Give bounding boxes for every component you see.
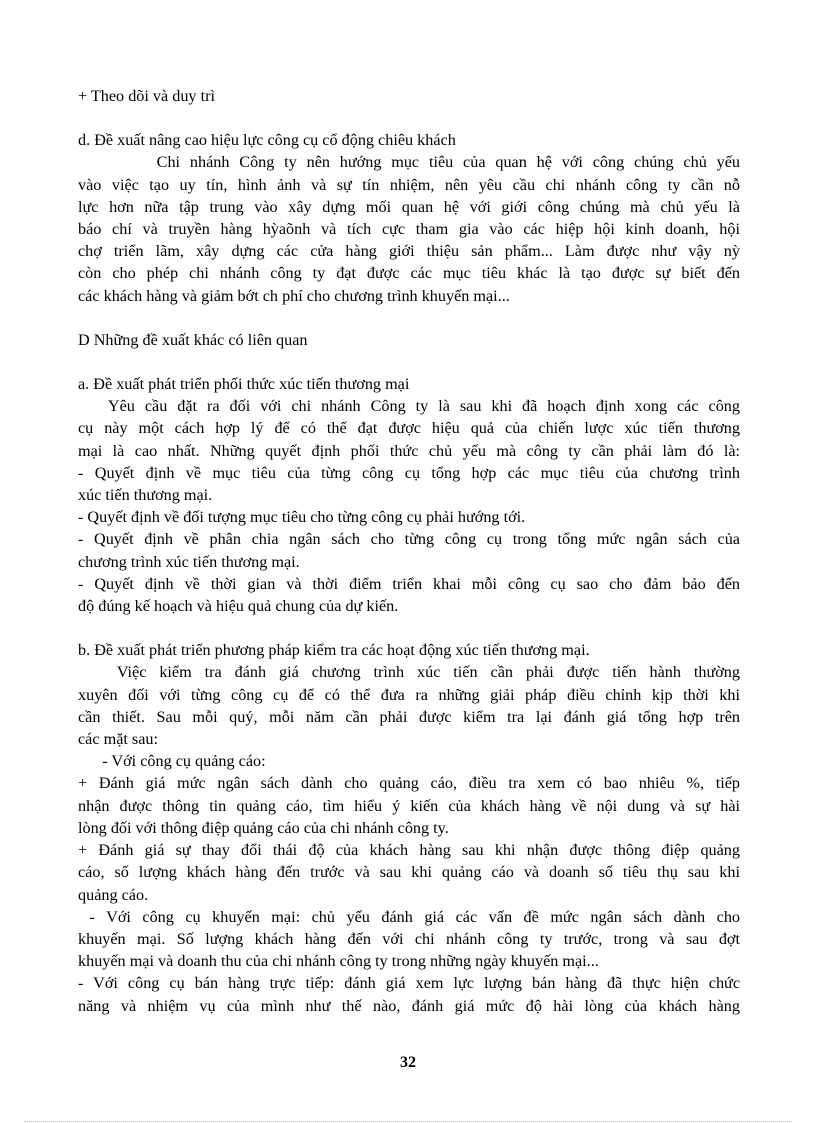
text-line: mại là cao nhất. Những quyết định phối thức chủ yếu mà công ty cần phải làm đó là: (78, 441, 740, 460)
text-line: - Với công cụ bán hàng trực tiếp: đánh giá xem lực lượng bán hàng đã thực hiện chức (78, 974, 740, 993)
text-line: - Với công cụ quảng cáo: (78, 752, 266, 771)
footer-divider (24, 1121, 792, 1122)
paragraph-gap (78, 107, 740, 129)
text-line: D Những đề xuất khác có liên quan (78, 330, 308, 349)
text-line: độ đúng kế hoạch và hiệu quả chung của dự kiến. (78, 597, 399, 616)
paragraph-gap (78, 617, 740, 639)
text-line: lòng đối với thông điệp quảng cáo của chi nhánh công ty. (78, 818, 449, 837)
paragraph-gap (78, 307, 740, 329)
paragraph-gap (78, 351, 740, 373)
text-line: - Quyết định về phân chia ngân sách cho từng công cụ trong tổng mức ngân sách của (78, 530, 740, 549)
text-line: nhận được thông tin quảng cáo, tìm hiểu ý kiến của khách hàng về nội dung và sự hài (78, 796, 740, 815)
document-body (78, 85, 740, 1017)
text-line: khuyến mại. Số lượng khách hàng đến với chi nhánh công ty trước, trong và sau đợt (78, 929, 740, 948)
text-line: còn cho phép chi nhánh công ty đạt được các mục tiêu khác là tạo được sự biết đến (78, 264, 740, 283)
text-line: các khách hàng và giảm bớt ch phí cho chương trình khuyến mại... (78, 286, 510, 305)
page-number: 32 (400, 1054, 416, 1071)
text-line: d. Đề xuất nâng cao hiệu lực công cụ cổ động chiêu khách (78, 131, 456, 150)
text-line: quảng cáo. (78, 885, 149, 904)
text-line: + Đánh giá mức ngân sách dành cho quảng cáo, điều tra xem có bao nhiêu %, tiếp (78, 774, 740, 793)
text-line: cáo, số lượng khách hàng đến trước và sau khi quảng cáo và doanh số tiêu thụ sau khi (78, 863, 740, 882)
text-line: khuyến mại và doanh thu của chi nhánh công ty trong những ngày khuyến mại... (78, 952, 599, 971)
text-line: Yêu cầu đặt ra đối với chi nhánh Công ty là sau khi đã hoạch định xong các công (78, 397, 740, 416)
text-line: báo chí và truyền hàng hỳaõnh và tích cực tham gia vào các hiệp hội kinh doanh, hội (78, 220, 740, 239)
text-line: a. Đề xuất phát triển phối thức xúc tiến thương mại (78, 375, 410, 394)
text-line: Việc kiểm tra đánh giá chương trình xúc tiến cần phải được tiến hành thường (78, 663, 740, 682)
text-line: Chi nhánh Công ty nên hướng mục tiêu của quan hệ với công chúng chủ yếu (78, 153, 740, 172)
text-line: lực hơn nữa tập trung vào xây dựng mối quan hệ với giới công chúng mà chủ yếu là (78, 197, 740, 216)
text-line: - Quyết định về mục tiêu của từng công cụ tổng hợp các mục tiêu của chương trình (78, 463, 740, 482)
text-line: các mặt sau: (78, 730, 158, 749)
text-line: b. Đề xuất phát triển phương pháp kiểm tra các hoạt động xúc tiến thương mại. (78, 641, 590, 660)
text-line: chương trình xúc tiến thương mại. (78, 552, 300, 571)
text-line: cần thiết. Sau mỗi quý, mỗi năm cần phải được kiểm tra lại đánh giá tổng hợp trên (78, 707, 740, 726)
text-line: - Với công cụ khuyến mại: chủ yếu đánh giá các vấn đề mức ngân sách dành cho (78, 907, 741, 926)
text-line: chợ triển lãm, xây dựng các cửa hàng giới thiệu sản phẩm... Làm được như vậy nỳ (78, 242, 740, 261)
text-line: - Quyết định về thời gian và thời điểm triển khai mỗi công cụ sao cho đảm bảo đến (78, 574, 740, 593)
text-line: vào việc tạo uy tín, hình ảnh và sự tín nhiệm, nên yêu cầu chi nhánh công ty cần nỗ (78, 175, 740, 194)
text-line: + Đánh giá sự thay đổi thái độ của khách hàng sau khi nhận được thông điệp quảng (78, 841, 740, 860)
text-line: xuyên đối với từng công cụ để có thể đưa ra những giải pháp điều chỉnh kịp thời khi (78, 685, 740, 704)
text-line: - Quyết định về đối tượng mục tiêu cho từng công cụ phải hướng tới. (78, 508, 526, 527)
text-line: cụ này một cách hợp lý để có thể đạt được hiệu quả của chiến lược xúc tiến thương (78, 419, 740, 438)
text-line: năng và nhiệm vụ của mình như thế nào, đánh giá mức độ hài lòng của khách hàng (78, 996, 740, 1015)
text-line: xúc tiến thương mại. (78, 486, 213, 505)
text-line: + Theo dõi và duy trì (78, 87, 215, 105)
